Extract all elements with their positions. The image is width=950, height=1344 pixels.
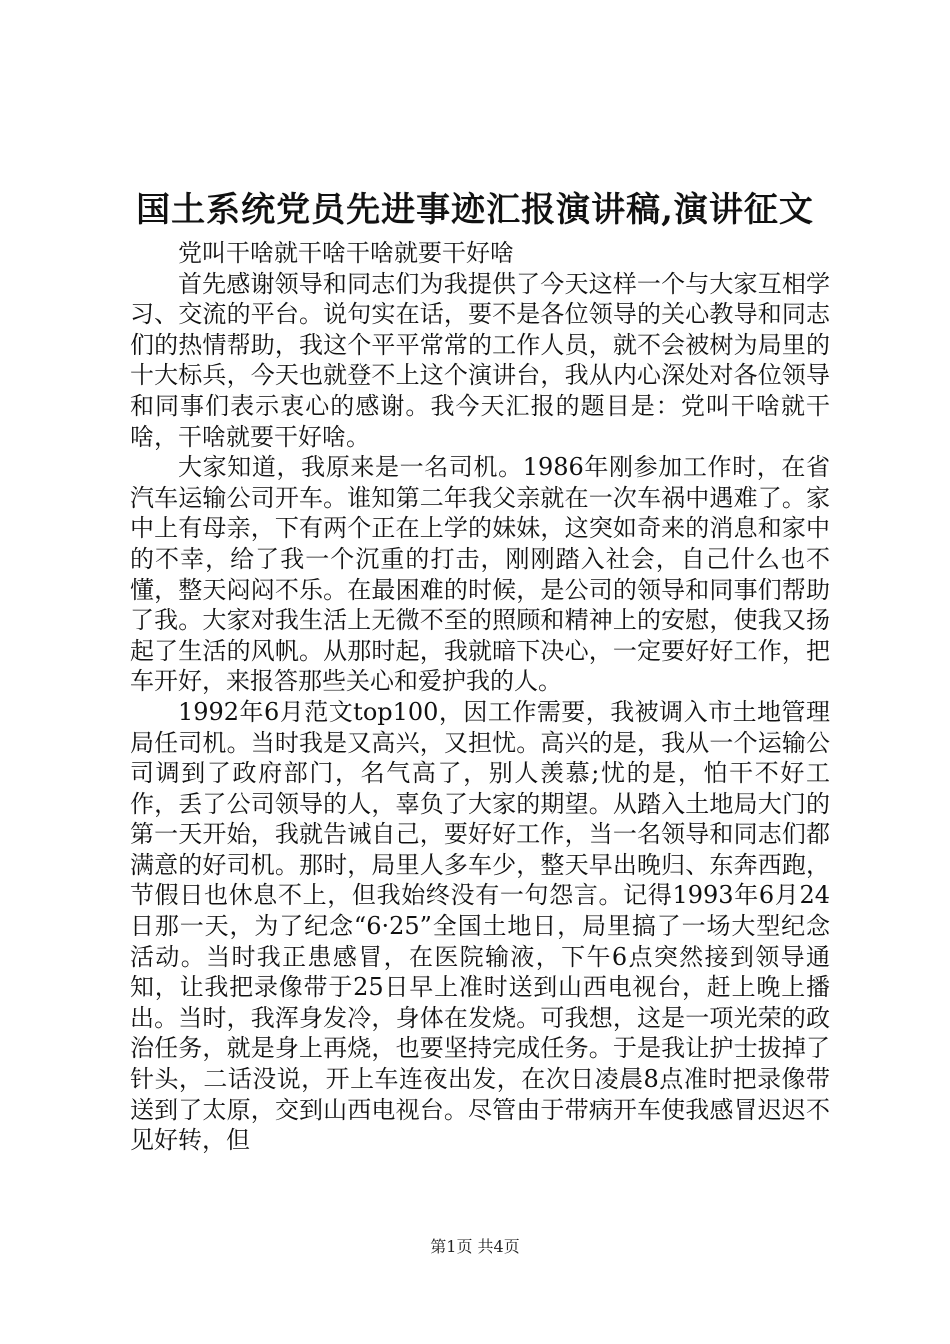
document-body [130,238,830,1156]
paragraph-background: 大家知道，我原来是一名司机。1986年刚参加工作时，在省汽车运输公司开车。谁知第二年我父亲就在一次车祸中遇难了。家中上有母亲，下有两个正在上学的妹妹，这突如奇来的消息和家中的不幸，给了我一个沉重的打击，刚刚踏入社会，自己什么也不懂，整天闷闷不乐。在最困难的时候，是公司的领导和同事们帮助了我。大家对我生活上无微不至的照顾和精神上的安慰，使我又扬起了生活的风帆。从那时起，我就暗下决心，一定要好好工作，把车开好，来报答那些关心和爱护我的人。 [130,453,830,696]
page-number-footer: 第1页 共4页 [430,1237,520,1256]
document-title: 国土系统党员先进事迹汇报演讲稿,演讲征文 [136,190,814,230]
paragraph-land-bureau: 1992年6月范文top100，因工作需要，我被调入市土地管理局任司机。当时我是又高兴，又担忧。高兴的是，我从一个运输公司调到了政府部门，名气高了，别人羡慕;忧的是，怕干不好工作，丢了公司领导的人，辜负了大家的期望。从踏入土地局大门的第一天开始，我就告诫自己，要好好工作，当一名领导和同志们都满意的好司机。那时，局里人多车少，整天早出晚归、东奔西跑，节假日也休息不上，但我始终没有一句怨言。记得1993年6月24日那一天，为了纪念“6·25”全国土地日，局里搞了一场大型纪念活动。当时我正患感冒，在医院输液，下午6点突然接到领导通知，让我把录像带于25日早上准时送到山西电视台，赶上晚上播出。当时，我浑身发冷，身体在发烧。可我想，这是一项光荣的政治任务，就是身上再烧，也要坚持完成任务。于是我让护士拔掉了针头，二话没说，开上车连夜出发，在次日凌晨8点准时把录像带送到了太原，交到山西电视台。尽管由于带病开车使我感冒迟迟不见好转，但 [130,697,830,1155]
document-subtitle: 党叫干啥就干啥干啥就要干好啥 [178,239,514,267]
paragraph-intro: 首先感谢领导和同志们为我提供了今天这样一个与大家互相学习、交流的平台。说句实在话，要不是各位领导的关心教导和同志们的热情帮助，我这个平平常常的工作人员，就不会被树为局里的十大标兵，今天也就登不上这个演讲台，我从内心深处对各位领导和同事们表示衷心的感谢。我今天汇报的题目是：党叫干啥就干啥，干啥就要干好啥。 [130,269,830,451]
